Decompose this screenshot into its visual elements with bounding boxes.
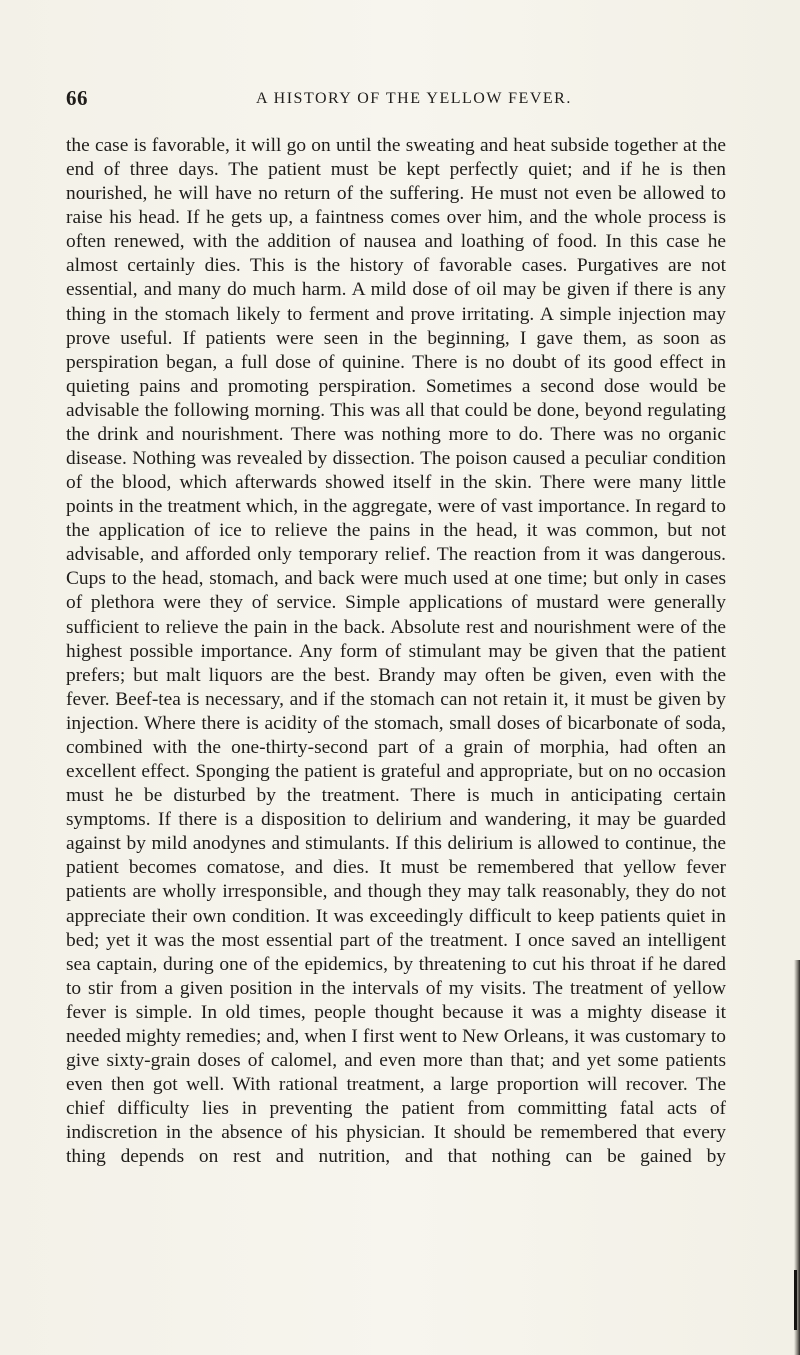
binding-mark — [794, 1270, 797, 1330]
running-head — [66, 86, 726, 116]
running-title: A HISTORY OF THE YELLOW FEVER. — [256, 90, 572, 107]
page-number: 66 — [66, 86, 88, 110]
body-paragraph: the case is favorable, it will go on until the sweating and heat subside together at the end of three days. The patient must be kept perfectly quiet; and if he is then nourished, he will have no return of the suffering. He must not even be allowed to raise his head. If he gets up, a faintness comes over him, and the whole process is often renewed, with the addition of nausea and loathing of food. In this case he almost certainly dies. This is the history of favorable cases. Purgatives are not essential, and many do much harm. A mild dose of oil may be given if there is any thing in the stomach likely to ferment and prove irritating. A simple injection may prove useful. If patients were seen in the beginning, I gave them, as soon as perspiration began, a full dose of quinine. There is no doubt of its good effect in quieting pains and promoting perspiration. Sometimes a second dose would be advisable the following morning. This was all that could be done, beyond regulating the drink and nourishment. There was nothing more to do. There was no organic disease. Nothing was revealed by dissection. The poison caused a peculiar condition of the blood, which afterwards showed itself in the skin. There were many little points in the treatment which, in the aggregate, were of vast importance. In regard to the application of ice to relieve the pains in the head, it was common, but not advisable, and afforded only temporary relief. The reaction from it was dangerous. Cups to the head, stomach, and back were much used at one time; but only in cases of plethora were they of service. Simple applications of mustard were generally sufficient to relieve the pain in the back. Absolute rest and nourishment were of the highest possible importance. Any form of stimulant may be given that the patient prefers; but malt liquors are the best. Brandy may often be given, even with the fever. Beef-tea is necessary, and if the stomach can not retain it, it must be given by injection. Where there is acidity of the stomach, small doses of bicarbonate of soda, combined with the one-thirty-second part of a grain of morphia, had often an excellent effect. Sponging the patient is grateful and appropriate, but on no occasion must he be disturbed by the treatment. There is much in anticipating certain symptoms. If there is a disposition to delirium and wandering, it may be guarded against by mild anodynes and stimulants. If this delirium is allowed to continue, the patient becomes comatose, and dies. It must be remembered that yellow fever patients are wholly irresponsible, and though they may talk reasonably, they do not appreciate their own condition. It was exceedingly difficult to keep patients quiet in bed; yet it was the most essential part of the treatment. I once saved an intelligent sea captain, during one of the epidemics, by threatening to cut his throat if he dared to stir from a given position in the intervals of my visits. The treatment of yellow fever is simple. In old times, people thought because it was a mighty disease it needed mighty remedies; and, when I first went to New Orleans, it was customary to give sixty-grain doses of calomel, and even more than that; and yet some patients even then got well. With rational treatment, a large proportion will recover. The chief difficulty lies in preventing the patient from committing fatal acts of indiscretion in the absence of his physician. It should be remembered that every thing depends on rest and nutrition, and that nothing can be gained by — [66, 135, 726, 1168]
